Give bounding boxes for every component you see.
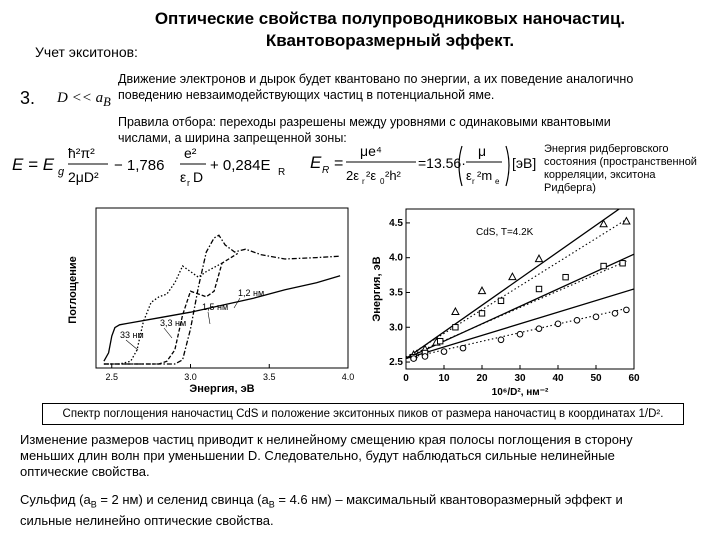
condition-sub: B [103,95,111,109]
note-line: корреляции, экситона [544,169,656,181]
chart1-label-33nm: 33 нм [120,330,144,340]
item-number: 3. [20,88,36,108]
note-line: Энергия ридберговского [544,143,669,155]
conclusion-line-2: меньших длин волн при уменьшении D. Следовательно, будут наблюдаться сильные нелинейные [20,448,615,463]
note-line: состояния (пространственной [544,156,697,168]
title-line-2: Квантоворазмерный эффект. [265,31,515,50]
lead-line-1 [20,492,710,513]
chart2-y-tick-label: 3.0 [389,322,403,334]
eq2-unit: [эВ] [512,155,537,171]
chart1-label-pointer [164,328,172,338]
chart1-series-2 [104,263,222,364]
paragraph-conclusion [20,432,710,480]
chart2-square-point [620,261,625,266]
chart2-circle-point [411,356,417,362]
chart2-circle-point [422,354,428,360]
lead-sub-2: B [268,499,275,510]
chart2-square-point [438,338,443,343]
paragraph-motion-line-1: Движение электронов и дырок будет квантовано по энергии, а их поведение аналогично [118,72,634,86]
eq2-right-paren [506,146,509,186]
chart2-ylabel: Энергия, эВ [371,256,383,322]
chart2-y-tick-label: 2.5 [389,357,403,369]
chart2-circle-point [624,307,630,313]
eq2-t1-den-mid: ²ε [366,168,377,183]
chart2-x-tick-label: 10 [438,373,450,384]
paragraph-selection-line-2: числами, а ширина запрещенной зоны: [118,131,347,145]
chart1-ylabel: Поглощение [67,256,79,324]
lead-line-2: сильные нелинейно оптические свойства. [20,512,274,528]
eq1-lhs-sub: g [58,166,65,178]
chart2-triangle-point [479,287,486,294]
chart1-frame [96,208,348,368]
paragraph-selection-line-1: Правила отбора: переходы разрешены между уровнями с одинаковыми квантовыми [118,115,611,129]
eq2-t1-num: μe⁴ [360,143,382,159]
eq1-t1-den: 2μD² [68,169,99,185]
lead-text-c: = 4.6 нм) – максимальный квантоворазмерный эффект и [274,492,623,507]
eq1-t2-num: e² [184,145,197,161]
chart2-y-tick-label: 4.0 [389,252,403,264]
eq1-t2-den: ε [180,169,187,185]
chart1-label-pointer [234,298,240,308]
chart1-label-1-5nm: 1,5 нм [202,302,229,312]
chart2-x-tick-label: 30 [514,373,526,384]
chart2-circle-point [460,345,466,351]
chart2-circle-point [498,337,504,343]
note-line: Ридберга) [544,182,596,194]
title-line-1: Оптические свойства полупроводниковых наночастиц. [154,9,626,28]
eq2-lhs-sub: R [322,165,330,176]
eq1-op2: + 0,284E [210,157,271,174]
paragraph-lead-sulfide [20,492,710,529]
chart2-square-point [479,311,484,316]
chart1-series-4 [104,235,340,364]
lead-text-b: = 2 нм) и селенид свинца (а [96,492,269,507]
eq2-t2-den-sub2: e [495,177,500,186]
eq2-t1-den: 2ε [346,168,360,183]
chart2-circle-point [593,314,599,320]
chart1-series-1 [104,276,340,361]
chart2-x-tick-label: 20 [476,373,488,384]
absorption-spectrum-chart [62,200,362,398]
chart2-square-point [536,286,541,291]
lead-text-a: Сульфид (а [20,492,91,507]
chart2-x-tick-label: 0 [403,373,409,384]
eq2-t1-den-sub: r [362,177,365,186]
chart2-circle-point [612,311,618,317]
chart2-x-tick-label: 60 [628,373,640,384]
equation-rydberg [306,138,542,194]
eq1-op2-sub: R [278,167,286,178]
page-title [100,8,680,52]
conclusion-line-3: оптические свойства. [20,464,150,479]
chart2-xlabel: 10⁶/D², нм⁻² [491,387,549,398]
chart1-label-3-3nm: 3,3 нм [160,318,187,328]
chart2-square-point [453,325,458,330]
eq2-t1-den-tail: ²h² [385,168,401,183]
eq2-equals: = [334,155,344,172]
eq1-op1: − 1,786 [114,157,165,174]
eq2-t2-den-sub: r [472,177,475,186]
eq2-approx: =13.56· [418,155,466,171]
figure-caption: Спектр поглощения наночастиц CdS и положение экситонных пиков от размера наночастиц в координатах 1/D². [42,403,684,425]
chart2-circle-point [536,326,542,332]
condition-text: D << a [57,90,104,106]
chart2-square-point [601,263,606,268]
chart2-triangle-point [452,308,459,315]
chart1-label-pointer [126,340,138,350]
chart2-circle-point [441,349,447,355]
paragraph-motion-line-2: поведению невзаимодействующих частиц в потенциальной яме. [118,88,495,102]
rydberg-note [544,143,716,195]
chart2-circle-point [517,331,523,337]
equation-band-gap [8,140,298,192]
chart2-y-tick-label: 3.5 [389,287,403,299]
eq2-t2-den: ε [466,168,472,183]
conclusion-line-1: Изменение размеров частиц приводит к нелинейному смещению края полосы поглощения в сторону [20,432,633,447]
chart1-x-tick-label: 2.5 [105,372,119,382]
eq1-t1-num: ħ²π² [68,145,95,161]
eq2-lhs: E [310,153,322,172]
eq2-t2-num: μ [478,143,487,159]
chart2-y-tick-label: 4.5 [389,217,403,229]
chart2-triangle-point [536,255,543,261]
eq1-t2-den-tail: D [193,169,204,185]
chart1-xlabel: Энергия, эВ [189,383,255,395]
condition [57,90,111,110]
eq2-t1-den-sub2: 0 [380,177,385,186]
chart2-circle-point [555,321,561,327]
chart2-fit-line-3 [406,289,634,359]
eq2-t2-den-tail: ²m [477,168,493,183]
chart1-x-tick-label: 3.0 [184,372,197,382]
eq1-t2-den-sub: r [187,178,190,188]
lead-sub-1: B [90,499,97,510]
chart2-square-point [563,274,568,279]
eq1-lhs: E = E [12,155,55,174]
chart2-x-tick-label: 40 [552,373,564,384]
chart1-label-1-2nm: 1,2 нм [238,288,265,298]
chart1-x-tick-label: 4.0 [341,372,355,382]
chart2-triangle-point [509,273,516,280]
chart1-label-pointer [208,312,210,324]
chart2-square-point [498,298,503,303]
chart2-title: CdS, T=4.2K [476,227,534,238]
exciton-energy-chart [368,205,648,400]
chart2-circle-point [574,318,580,324]
section-subhead: Учет экситонов: [35,44,138,60]
paragraph-motion [118,71,633,103]
chart1-x-tick-label: 3.5 [262,372,276,382]
chart2-trend-line-4 [406,219,626,357]
chart2-x-tick-label: 50 [590,373,602,384]
